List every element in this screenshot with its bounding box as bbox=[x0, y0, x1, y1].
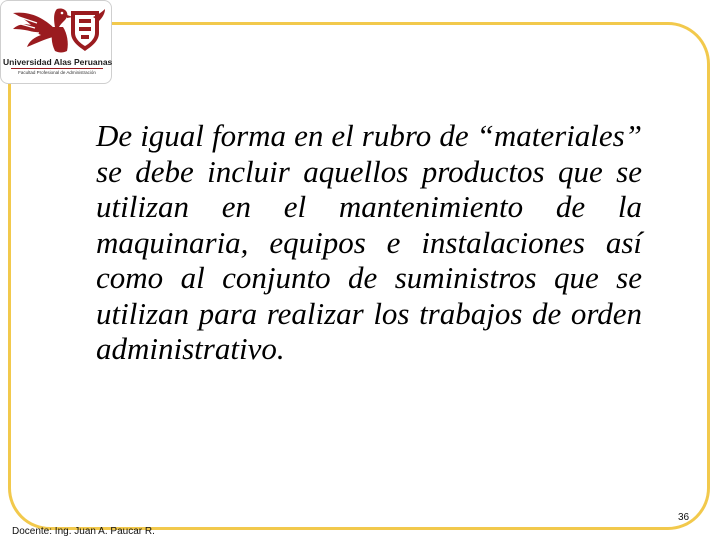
footer-author: Docente: Ing. Juan A. Paucar R. bbox=[12, 526, 155, 537]
faculty-tagline: Facultad Profesional de Administración bbox=[18, 70, 96, 75]
university-logo bbox=[0, 0, 112, 84]
slide-page-number: 36 bbox=[678, 512, 690, 523]
slide-body-text: De igual forma en el rubro de “materiales” se debe incluir aquellos productos que se utilizan en el mantenimiento de la maquinaria, equipos e instalaciones así como al conjunto de suministros que se utilizan para realizar los trabajos de orden administrativo. bbox=[96, 118, 642, 366]
condor-emblem-icon bbox=[7, 3, 107, 55]
university-name: Universidad Alas Peruanas bbox=[3, 57, 113, 67]
logo-divider bbox=[11, 68, 103, 69]
